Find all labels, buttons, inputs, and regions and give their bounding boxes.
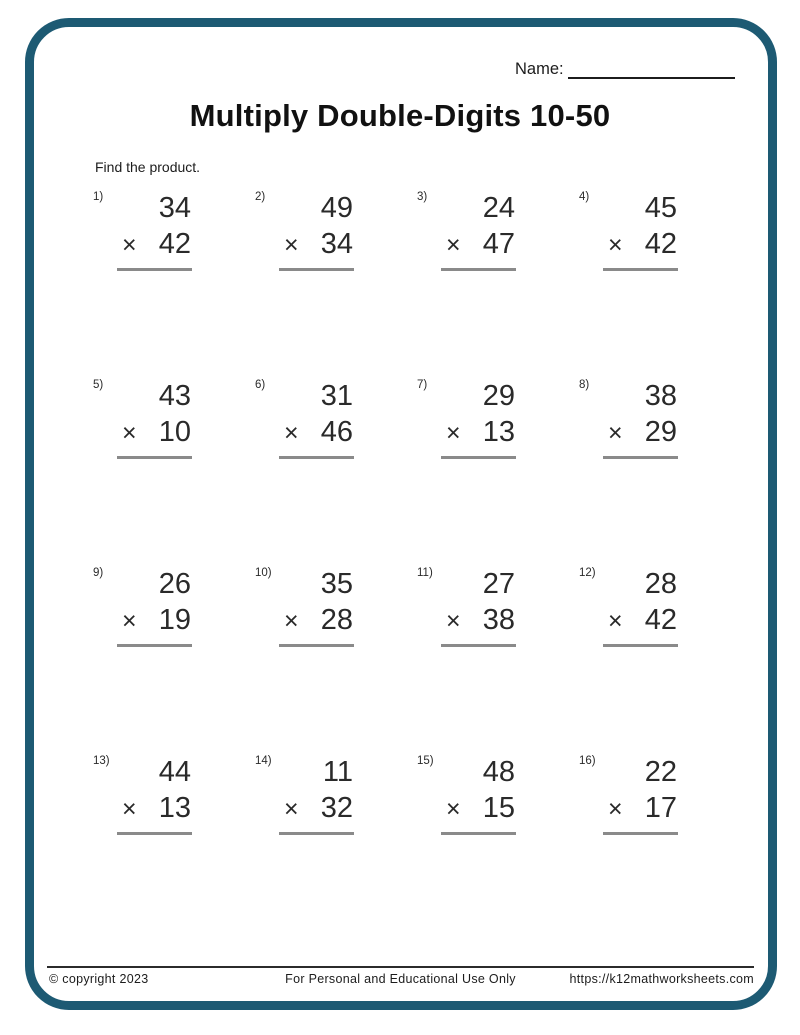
times-sign: × (122, 607, 137, 635)
problem-work-area (416, 754, 516, 835)
problem-work-area (416, 190, 516, 271)
answer-line (441, 456, 516, 459)
times-sign: × (446, 231, 461, 259)
answer-line (279, 644, 354, 647)
problem-work-area (578, 378, 678, 459)
answer-line (603, 644, 678, 647)
name-label: Name: (515, 60, 564, 78)
problem-number-label: 4) (579, 191, 590, 203)
times-sign: × (446, 607, 461, 635)
multiplier: 47 (482, 228, 515, 260)
multiplicand: 44 (158, 756, 191, 788)
problem-11 (416, 564, 578, 752)
multiplier: 42 (644, 228, 677, 260)
times-sign: × (608, 795, 623, 823)
problem-number-label: 12) (579, 567, 596, 579)
problem-14 (254, 752, 416, 940)
multiplier: 42 (158, 228, 191, 260)
problem-3 (416, 188, 578, 376)
problem-2 (254, 188, 416, 376)
problem-5 (92, 376, 254, 564)
problem-13 (92, 752, 254, 940)
problem-number-label: 13) (93, 755, 110, 767)
problem-work-area (92, 754, 192, 835)
multiplicand: 45 (644, 192, 677, 224)
times-sign: × (284, 607, 299, 635)
times-sign: × (122, 231, 137, 259)
answer-line (441, 832, 516, 835)
problem-16 (578, 752, 740, 940)
multiplier: 32 (320, 792, 353, 824)
multiplicand: 31 (320, 380, 353, 412)
problem-number-label: 3) (417, 191, 428, 203)
multiplier: 29 (644, 416, 677, 448)
problem-work-area (416, 378, 516, 459)
multiplier: 10 (158, 416, 191, 448)
problem-10 (254, 564, 416, 752)
footer-divider (47, 966, 754, 968)
problem-1 (92, 188, 254, 376)
multiplier: 42 (644, 604, 677, 636)
name-row (515, 60, 735, 79)
problem-9 (92, 564, 254, 752)
problem-number-label: 10) (255, 567, 272, 579)
footer (47, 972, 754, 988)
problem-number-label: 6) (255, 379, 266, 391)
answer-line (117, 268, 192, 271)
multiplier: 19 (158, 604, 191, 636)
answer-line (441, 268, 516, 271)
times-sign: × (446, 419, 461, 447)
problem-6 (254, 376, 416, 564)
times-sign: × (284, 419, 299, 447)
multiplicand: 27 (482, 568, 515, 600)
problem-4 (578, 188, 740, 376)
problem-number-label: 15) (417, 755, 434, 767)
times-sign: × (122, 419, 137, 447)
multiplicand: 43 (158, 380, 191, 412)
multiplier: 38 (482, 604, 515, 636)
problem-work-area (92, 378, 192, 459)
problem-work-area (254, 378, 354, 459)
answer-line (441, 644, 516, 647)
multiplicand: 29 (482, 380, 515, 412)
problem-12 (578, 564, 740, 752)
problem-work-area (254, 754, 354, 835)
answer-line (279, 268, 354, 271)
answer-line (603, 456, 678, 459)
multiplicand: 34 (158, 192, 191, 224)
times-sign: × (122, 795, 137, 823)
multiplicand: 28 (644, 568, 677, 600)
multiplicand: 35 (320, 568, 353, 600)
worksheet-title: Multiply Double-Digits 10-50 (189, 98, 611, 133)
problem-work-area (254, 190, 354, 271)
problem-number-label: 11) (417, 567, 433, 579)
multiplicand: 49 (320, 192, 353, 224)
problem-7 (416, 376, 578, 564)
problem-work-area (254, 566, 354, 647)
multiplier: 17 (644, 792, 677, 824)
times-sign: × (446, 795, 461, 823)
answer-line (603, 832, 678, 835)
answer-line (279, 456, 354, 459)
multiplicand: 11 (322, 756, 353, 788)
problem-number-label: 8) (579, 379, 590, 391)
problem-work-area (578, 566, 678, 647)
times-sign: × (284, 231, 299, 259)
problem-number-label: 2) (255, 191, 266, 203)
answer-line (603, 268, 678, 271)
multiplicand: 24 (482, 192, 515, 224)
multiplier: 15 (482, 792, 515, 824)
problem-work-area (416, 566, 516, 647)
answer-line (117, 832, 192, 835)
answer-line (279, 832, 354, 835)
name-fill-line (568, 60, 735, 79)
multiplicand: 48 (482, 756, 515, 788)
multiplicand: 38 (644, 380, 677, 412)
times-sign: × (608, 419, 623, 447)
problem-number-label: 5) (93, 379, 104, 391)
times-sign: × (608, 231, 623, 259)
answer-line (117, 456, 192, 459)
answer-line (117, 644, 192, 647)
problem-number-label: 16) (579, 755, 596, 767)
copyright-text: © copyright 2023 (49, 972, 149, 986)
problem-work-area (92, 566, 192, 647)
multiplier: 34 (320, 228, 353, 260)
times-sign: × (284, 795, 299, 823)
multiplicand: 22 (644, 756, 677, 788)
multiplier: 13 (158, 792, 191, 824)
website-url: https://k12mathworksheets.com (569, 972, 754, 986)
problem-15 (416, 752, 578, 940)
problem-work-area (578, 190, 678, 271)
multiplier: 28 (320, 604, 353, 636)
problems-grid (92, 188, 740, 940)
problem-work-area (92, 190, 192, 271)
problem-8 (578, 376, 740, 564)
problem-work-area (578, 754, 678, 835)
usage-text: For Personal and Educational Use Only (285, 972, 516, 986)
multiplicand: 26 (158, 568, 191, 600)
problem-number-label: 14) (255, 755, 272, 767)
problem-number-label: 7) (417, 379, 428, 391)
multiplier: 46 (320, 416, 353, 448)
multiplier: 13 (482, 416, 515, 448)
times-sign: × (608, 607, 623, 635)
instruction-text: Find the product. (95, 159, 201, 175)
problem-number-label: 9) (93, 567, 104, 579)
problem-number-label: 1) (93, 191, 104, 203)
